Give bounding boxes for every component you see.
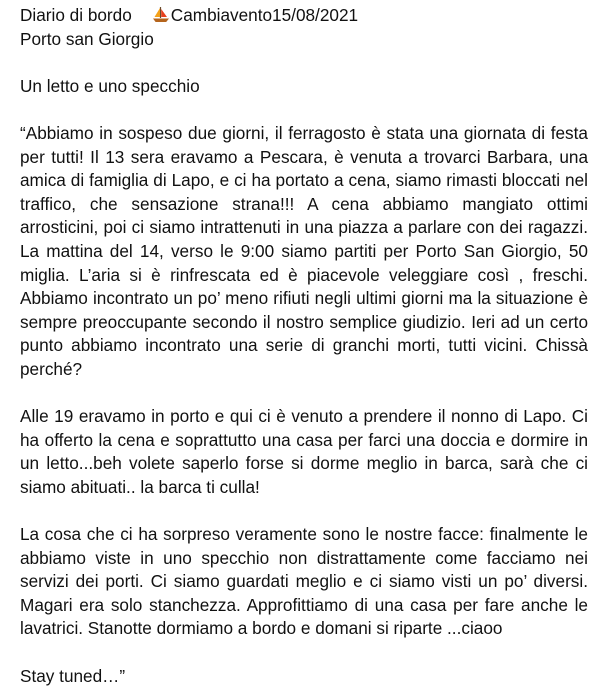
- sailboat-icon: [152, 6, 170, 23]
- entry-paragraph-1: “Abbiamo in sospeso due giorni, il ferragosto è stata una giornata di festa per tutti! Il 13 sera eravamo a Pescara, è venuta a trovarci Barbara, una amica di famiglia di Lapo, e ci ha portato a cena, siamo rimasti bloccati nel traffico, che sensazione strana!!! A cena abbiamo mangiato ottimi arrosticini, poi ci siamo intrattenuti in una piazza a parlare con dei ragazzi. La mattina del 14, verso le 9:00 siamo partiti per Porto San Giorgio, 50 miglia. L’aria si è rinfrescata ed è piacevole veleggiare così , freschi. Abbiamo incontrato un po’ meno rifiuti negli ultimi giorni ma la situazione è sempre preoccupante secondo il nostro semplice giudizio. Ieri ad un certo punto abbiamo incontrato una serie di granchi morti, tutti vicini. Chissà perché?: [20, 122, 588, 379]
- diary-label: Diario di bordo: [20, 5, 132, 25]
- sign-off: Stay tuned…”: [20, 665, 126, 686]
- entry-title: Un letto e uno specchio: [20, 75, 200, 96]
- entry-paragraph-2: Alle 19 eravamo in porto e qui ci è venuto a prendere il nonno di Lapo. Ci ha offerto la cena e soprattutto una casa per farci una doccia e dormire in un letto...beh volete saperlo forse si dorme meglio in barca, sarà che ci siamo abituati.. la barca ti culla!: [20, 406, 588, 497]
- diary-header: [20, 4, 588, 28]
- location: Porto san Giorgio: [20, 28, 154, 49]
- entry-paragraph-3: La cosa che ci ha sorpreso veramente sono le nostre facce: finalmente le abbiamo viste in uno specchio non distrattamente come facciamo nei servizi dei porti. Ci siamo guardati meglio e ci siamo visti un po’ diversi. Magari era solo stanchezza. Approfittiamo di una casa per fare anche le lavatrici. Stanotte dormiamo a bordo e domani si riparte ...ciaoo: [20, 524, 588, 639]
- boat-name-and-date: Cambiavento15/08/2021: [170, 5, 359, 25]
